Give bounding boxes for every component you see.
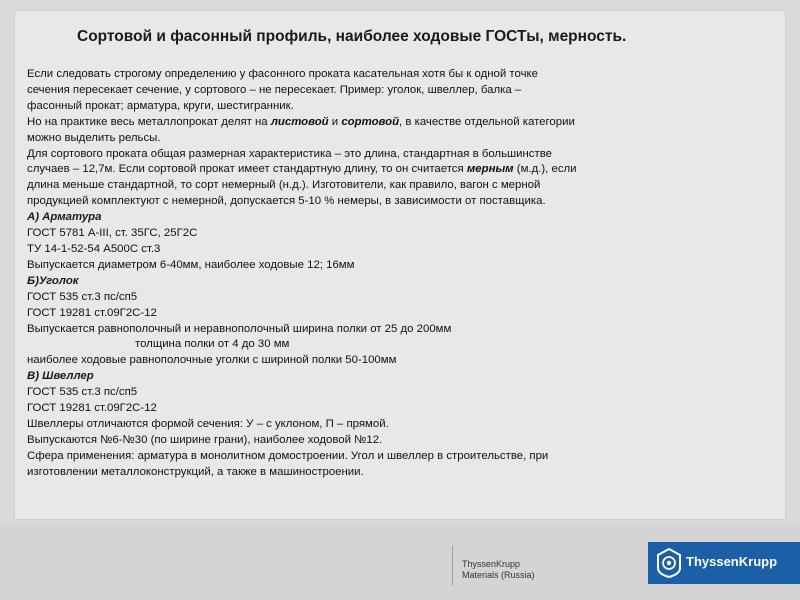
ugolok-indent-line: толщина полки от 4 до 30 мм	[135, 338, 290, 351]
length-text-a: случаев – 12,7м. Если сортовой прокат имеет стандартную длину, то он считается	[27, 163, 467, 176]
section-header-armatura: А) Арматура	[27, 211, 102, 224]
page-title: Сортовой и фасонный профиль, наиболее ходовые ГОСТы, мерность.	[77, 28, 627, 45]
armatura-line-3: Выпускается диаметром 6-40мм, наиболее ходовые 12; 16мм	[27, 258, 355, 271]
slide-body	[27, 67, 687, 481]
practice-text-e: , в качестве отдельной категории	[399, 115, 575, 128]
footer-bar	[0, 526, 800, 600]
shveller-line-6: изготовлении металлоконструкций, а также в машиностроении.	[27, 465, 364, 478]
ugolok-last-line: наиболее ходовые равнополочные уголки с шириной полки 50-100мм	[27, 354, 397, 367]
practice-line-1	[27, 115, 687, 131]
length-line-1: Для сортового проката общая размерная характеристика – это длина, стандартная в большинстве	[27, 147, 552, 160]
armatura-line-2: ТУ 14-1-52-54 А500С ст.3	[27, 242, 161, 255]
intro-line-1: Если следовать строгому определению у фасонного проката касательная хотя бы к одной точке	[27, 68, 538, 80]
intro-line-2: сечения пересекает сечение, у сортового – не пересекает. Пример: уголок, швеллер, балка –	[27, 83, 522, 96]
intro-line-3: фасонный прокат; арматура, круги, шестигранник.	[27, 99, 294, 112]
length-term-measured: мерным	[466, 163, 514, 176]
length-line-4: продукцией комплектуют с немерной, допускается 5-10 % немеры, в зависимости от поставщика.	[27, 195, 546, 208]
shveller-line-5: Сфера применения: арматура в монолитном домостроении. Угол и швеллер в строительстве, при	[27, 449, 549, 462]
thyssenkrupp-logo-icon	[656, 548, 682, 578]
practice-line-2: можно выделить рельсы.	[27, 131, 161, 144]
practice-text-c: и	[328, 115, 342, 128]
ugolok-line-3: Выпускается равнополочный и неравнополочный ширина полки от 25 до 200мм	[27, 322, 452, 335]
shveller-line-1: ГОСТ 535 ст.3 пс/сп5	[27, 386, 138, 399]
length-text-c: (м.д.), если	[513, 163, 577, 176]
shveller-line-4: Выпускаются №6-№30 (по ширине грани), наиболее ходовой №12.	[27, 433, 383, 446]
ugolok-line-2: ГОСТ 19281 ст.09Г2С-12	[27, 306, 157, 319]
armatura-line-1: ГОСТ 5781 А-III, ст. 35ГС, 25Г2С	[27, 227, 198, 240]
practice-text-a: Но на практике весь металлопрокат делят на	[27, 115, 271, 128]
thyssenkrupp-logo	[648, 542, 800, 584]
shveller-line-3: Швеллеры отличаются формой сечения: У – с уклоном, П – прямой.	[27, 417, 389, 430]
section-header-shveller: В) Швеллер	[27, 370, 94, 383]
slide	[14, 10, 786, 520]
length-line-2	[27, 162, 687, 178]
company-name	[462, 559, 535, 581]
company-line-2: Materials (Russia)	[462, 570, 535, 580]
company-line-1: ThyssenKrupp	[462, 559, 521, 569]
length-line-3: длина меньше стандартной, то сорт немерный (н.д.). Изготовители, как правило, вагон с мерной	[27, 179, 541, 192]
section-header-ugolok: Б)Уголок	[27, 274, 79, 287]
logo-text: ThyssenKrupp	[686, 554, 778, 569]
practice-term-sheet: листовой	[270, 115, 329, 128]
practice-term-section: сортовой	[341, 115, 400, 128]
shveller-line-2: ГОСТ 19281 ст.09Г2С-12	[27, 402, 157, 415]
ugolok-line-1: ГОСТ 535 ст.3 пс/сп5	[27, 290, 138, 303]
footer-divider	[452, 546, 453, 586]
